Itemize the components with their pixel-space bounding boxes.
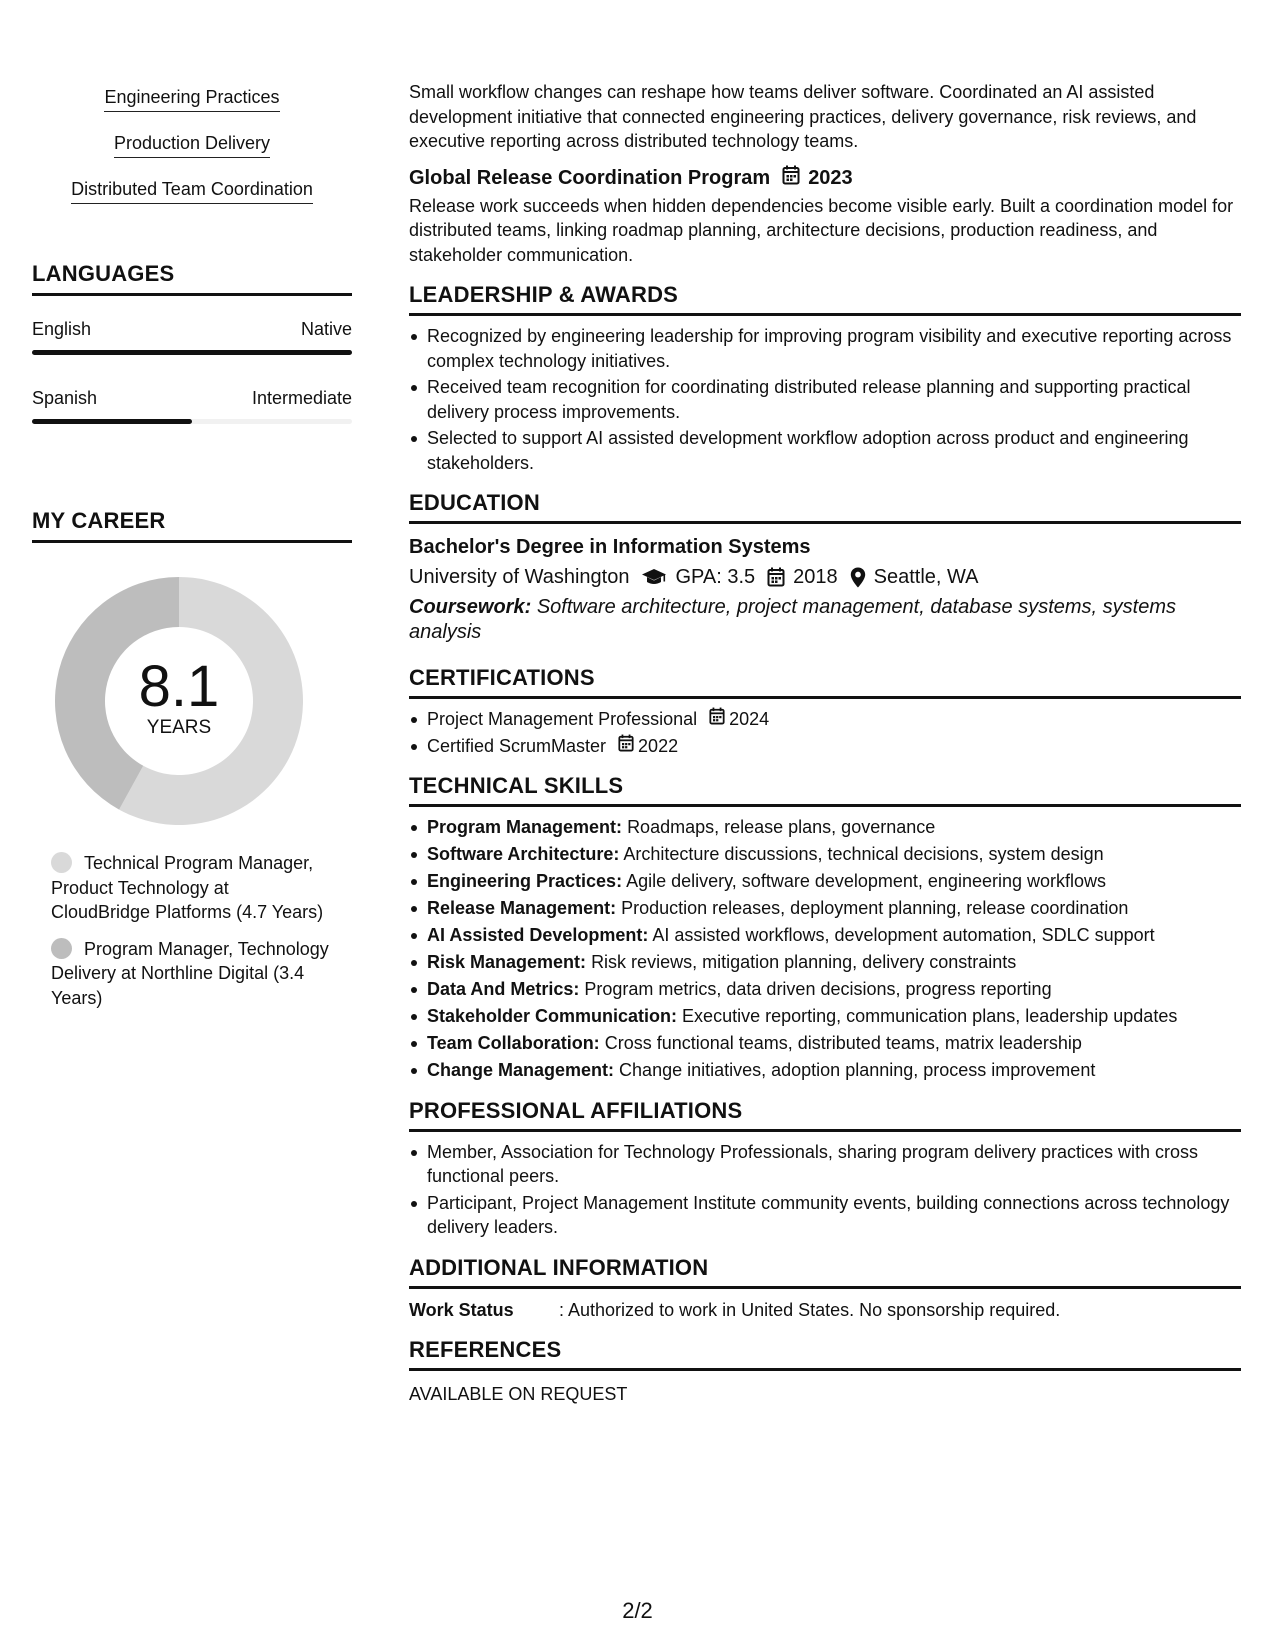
certification-year: 2024 <box>729 709 770 729</box>
skill-text: Architecture discussions, technical decisions, system design <box>623 844 1104 864</box>
graduation-year: 2018 <box>793 566 838 588</box>
work-status-label: Work Status <box>409 1299 514 1320</box>
list-item <box>409 1058 1241 1083</box>
project-description: Release work succeeds when hidden dependencies become visible early. Built a coordination model for distributed teams, linking roadmap planning, architecture decisions, production readiness, and stakeholder communication. <box>409 195 1234 265</box>
main-content <box>409 80 1241 1406</box>
technical-skills-section <box>409 772 1241 1083</box>
language-level: Intermediate <box>251 388 352 408</box>
leadership-section <box>409 281 1241 475</box>
language-item <box>32 387 352 424</box>
list-item <box>409 1031 1241 1056</box>
list-item: Received team recognition for coordinating distributed release planning and supporting practical delivery process improvements. <box>409 375 1241 424</box>
additional-info-section <box>409 1254 1241 1322</box>
skill-label: Program Management: <box>427 817 623 837</box>
leadership-list <box>409 324 1241 475</box>
list-item <box>409 977 1241 1002</box>
language-item <box>32 318 352 355</box>
skill-label: Software Architecture: <box>427 844 620 864</box>
skill-label: Data And Metrics: <box>427 979 580 999</box>
list-item <box>409 923 1241 948</box>
calendar-icon <box>709 707 725 732</box>
skill-label: Release Management: <box>427 898 617 918</box>
career-legend-item <box>51 937 331 1011</box>
school-name: University of Washington <box>409 566 630 588</box>
intro-paragraph: Small workflow changes can reshape how teams deliver software. Coordinated an AI assisted development initiative that connected engineering practices, delivery governance, risk reviews, and executive reporting across distributed technology teams. <box>409 82 1197 151</box>
technical-skills-title: TECHNICAL SKILLS <box>409 772 1241 807</box>
sidebar <box>32 86 352 1022</box>
career-section <box>32 508 352 1010</box>
skill-text: Agile delivery, software development, engineering workflows <box>626 871 1107 891</box>
language-name: English <box>32 319 92 339</box>
affiliations-title: PROFESSIONAL AFFILIATIONS <box>409 1097 1241 1132</box>
coursework <box>409 595 1241 644</box>
list-item: Member, Association for Technology Professionals, sharing program delivery practices with cross functional peers. <box>409 1140 1241 1189</box>
legend-dot <box>51 938 72 959</box>
certification-name: Project Management Professional <box>427 709 698 729</box>
gpa: GPA: 3.5 <box>675 566 756 588</box>
certifications-title: CERTIFICATIONS <box>409 664 1241 699</box>
skill-text: AI assisted workflows, development automation, SDLC support <box>652 925 1155 945</box>
education-meta <box>409 564 1241 590</box>
list-item: Recognized by engineering leadership for improving program visibility and executive reporting across complex technology initiatives. <box>409 324 1241 373</box>
project-heading <box>409 165 1241 192</box>
language-name: Spanish <box>32 388 98 408</box>
career-legend <box>51 851 331 1010</box>
project-title: Global Release Coordination Program <box>409 167 771 189</box>
coursework-label: Coursework: <box>409 596 532 618</box>
affiliations-list <box>409 1140 1241 1240</box>
career-legend-label: Technical Program Manager, Product Technology at CloudBridge Platforms (4.7 Years) <box>51 853 324 922</box>
skill-label: Stakeholder Communication: <box>427 1006 678 1026</box>
skill-label: Risk Management: <box>427 952 587 972</box>
work-status-row <box>409 1298 1241 1322</box>
skill-text: Change initiatives, adoption planning, process improvement <box>619 1060 1096 1080</box>
list-item: Participant, Project Management Institute community events, building connections across technology delivery leaders. <box>409 1191 1241 1240</box>
skill-label: Engineering Practices: <box>427 871 623 891</box>
education-title: EDUCATION <box>409 489 1241 524</box>
list-item <box>409 896 1241 921</box>
location-pin-icon <box>850 567 866 588</box>
certifications-section <box>409 664 1241 758</box>
certification-year: 2022 <box>638 735 679 756</box>
technical-skills-list <box>409 815 1241 1083</box>
skill-text: Cross functional teams, distributed teams, matrix leadership <box>604 1033 1082 1053</box>
career-total-unit: YEARS <box>146 717 212 738</box>
language-proficiency-bar <box>32 350 352 355</box>
list-item: Selected to support AI assisted development workflow adoption across product and engineering stakeholders. <box>409 426 1241 475</box>
list-item <box>409 734 1241 759</box>
list-item <box>409 869 1241 894</box>
language-proficiency-fill <box>32 419 192 424</box>
references-section <box>409 1336 1241 1406</box>
skill-label: Change Management: <box>427 1060 615 1080</box>
certifications-list <box>409 707 1241 758</box>
skill-label: Team Collaboration: <box>427 1033 600 1053</box>
languages-section <box>32 261 352 424</box>
graduation-cap-icon <box>641 568 667 586</box>
career-donut-chart <box>55 577 303 825</box>
additional-info-title: ADDITIONAL INFORMATION <box>409 1254 1241 1289</box>
language-proficiency-fill <box>32 350 352 355</box>
skill-tag: Engineering Practices <box>104 86 279 112</box>
page-number: 2/2 <box>622 1598 653 1623</box>
references-text: AVAILABLE ON REQUEST <box>409 1383 628 1404</box>
list-item <box>409 815 1241 840</box>
list-item <box>409 707 1241 732</box>
affiliations-section <box>409 1097 1241 1240</box>
list-item <box>409 1004 1241 1029</box>
language-level: Native <box>300 319 352 339</box>
skill-tag: Production Delivery <box>114 132 270 158</box>
legend-dot <box>51 852 72 873</box>
skill-text: Program metrics, data driven decisions, progress reporting <box>584 979 1052 999</box>
list-item <box>409 842 1241 867</box>
degree-title: Bachelor's Degree in Information Systems <box>409 536 811 558</box>
career-legend-label: Program Manager, Technology Delivery at Northline Digital (3.4 Years) <box>51 938 329 1008</box>
project-year: 2023 <box>808 167 853 189</box>
skill-text: Roadmaps, release plans, governance <box>627 817 936 837</box>
certification-name: Certified ScrumMaster <box>427 735 607 756</box>
calendar-icon <box>767 567 785 587</box>
leadership-title: LEADERSHIP & AWARDS <box>409 281 1241 316</box>
language-proficiency-bar <box>32 419 352 424</box>
skill-tag: Distributed Team Coordination <box>71 178 313 204</box>
calendar-icon <box>618 734 634 759</box>
skill-text: Risk reviews, mitigation planning, delivery constraints <box>591 952 1017 972</box>
work-status-value: : Authorized to work in United States. No sponsorship required. <box>559 1299 1061 1320</box>
career-title: MY CAREER <box>32 508 352 543</box>
school-location: Seattle, WA <box>873 566 979 588</box>
skill-text: Executive reporting, communication plans, leadership updates <box>682 1006 1178 1026</box>
skill-label: AI Assisted Development: <box>427 925 649 945</box>
skill-text: Production releases, deployment planning, release coordination <box>621 898 1129 918</box>
career-total-years: 8.1 <box>138 654 220 719</box>
career-legend-item <box>51 851 331 925</box>
calendar-icon <box>782 165 800 192</box>
education-section <box>409 489 1241 644</box>
references-title: REFERENCES <box>409 1336 1241 1371</box>
coursework-text: Software architecture, project management, database systems, systems analysis <box>409 596 1176 643</box>
list-item <box>409 950 1241 975</box>
skill-tags <box>32 86 352 224</box>
languages-title: LANGUAGES <box>32 261 352 296</box>
